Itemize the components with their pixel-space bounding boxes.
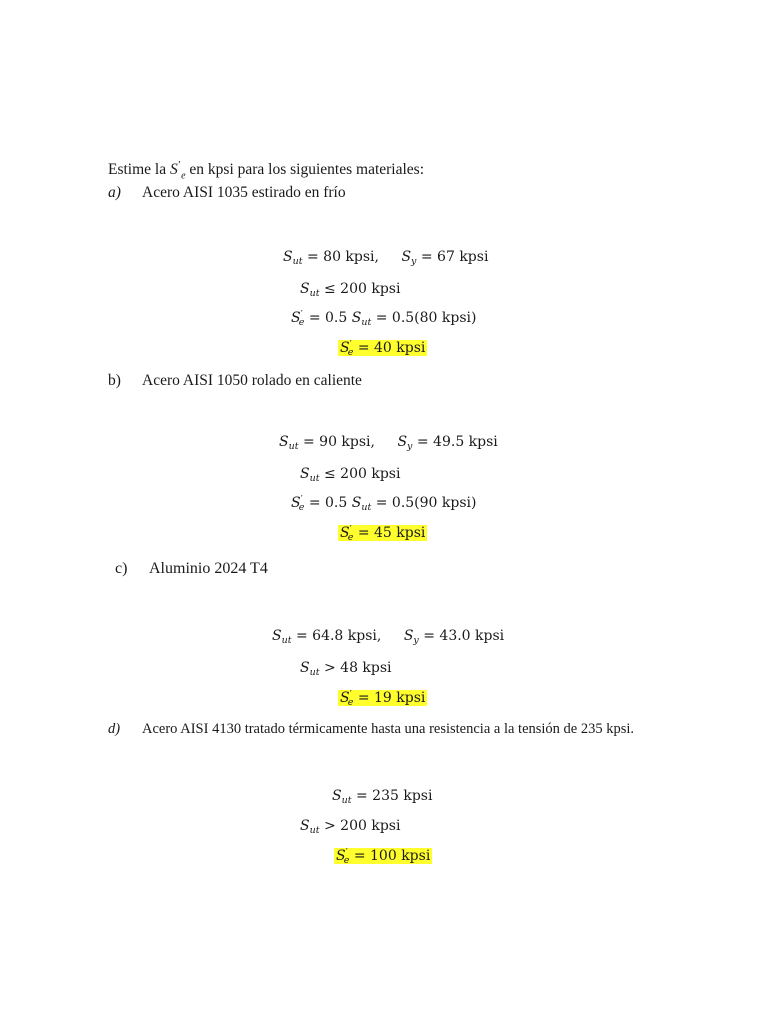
part-d-title: Acero AISI 4130 tratado térmicamente hasta una resistencia a la tensión de 235 kpsi. bbox=[142, 721, 635, 737]
intro-prefix: Estime la bbox=[108, 161, 167, 179]
sub-ut: ut bbox=[361, 317, 372, 328]
part-d-label: d) bbox=[108, 721, 121, 737]
part-b-given bbox=[279, 432, 498, 452]
part-a-heading bbox=[108, 184, 346, 202]
sym-s: S bbox=[300, 281, 310, 297]
sub-ut: ut bbox=[309, 825, 320, 836]
sym-s: S bbox=[332, 788, 342, 804]
sym-s: S bbox=[351, 310, 362, 326]
part-c-sy: = 43.0 kpsi bbox=[423, 628, 505, 644]
part-d-result-value: = 100 kpsi bbox=[353, 848, 431, 864]
sub-e: e bbox=[298, 502, 305, 513]
sup-prime: ′ bbox=[349, 339, 352, 350]
sub-y: y bbox=[407, 441, 413, 452]
part-b-formula-rhs: = 0.5(90 kpsi) bbox=[375, 495, 477, 511]
sym-s: S bbox=[397, 434, 408, 450]
sub-ut: ut bbox=[361, 502, 372, 513]
part-b-result-highlight bbox=[338, 525, 427, 541]
part-d-result bbox=[334, 846, 432, 866]
sup-prime: ′ bbox=[300, 494, 303, 505]
sup-prime: ′ bbox=[349, 524, 352, 535]
sym-s: S bbox=[283, 249, 293, 265]
part-b-condition bbox=[300, 464, 400, 484]
part-a-title: Acero AISI 1035 estirado en frío bbox=[142, 184, 346, 201]
sym-s: S bbox=[340, 690, 350, 706]
part-d-condition-text: > 200 kpsi bbox=[323, 818, 401, 834]
sym-s: S bbox=[340, 525, 350, 541]
part-c-sut: = 64.8 kpsi, bbox=[295, 628, 382, 644]
sub-e: e bbox=[298, 317, 305, 328]
sub-y: y bbox=[413, 635, 419, 646]
sup-prime: ′ bbox=[349, 689, 352, 700]
intro-symbol-sup: ’ bbox=[177, 160, 182, 171]
part-c-result-highlight bbox=[338, 690, 427, 706]
part-b-title: Acero AISI 1050 rolado en caliente bbox=[142, 372, 362, 389]
part-a-result-value: = 40 kpsi bbox=[357, 340, 426, 356]
part-c-given bbox=[272, 626, 504, 646]
sym-s: S bbox=[300, 660, 310, 676]
part-b-condition-text: ≤ 200 kpsi bbox=[323, 466, 401, 482]
sub-ut: ut bbox=[341, 795, 352, 806]
part-a-condition-text: ≤ 200 kpsi bbox=[323, 281, 401, 297]
sub-e: e bbox=[347, 532, 354, 543]
part-b-result bbox=[338, 523, 427, 543]
sym-s: S bbox=[340, 340, 350, 356]
part-b-formula bbox=[291, 493, 476, 513]
sub-ut: ut bbox=[281, 635, 292, 646]
sym-s: S bbox=[272, 628, 282, 644]
part-a-formula bbox=[291, 308, 476, 328]
sym-s: S bbox=[291, 310, 301, 326]
part-c-condition-text: > 48 kpsi bbox=[323, 660, 392, 676]
part-d-heading bbox=[108, 721, 634, 738]
part-c-result-value: = 19 kpsi bbox=[357, 690, 426, 706]
sym-s: S bbox=[279, 434, 289, 450]
part-c-label: c) bbox=[115, 560, 128, 577]
part-c-heading bbox=[115, 560, 268, 578]
part-a-result-highlight bbox=[338, 340, 427, 356]
intro-symbol-sub: e bbox=[181, 170, 186, 182]
part-a-sy: = 67 kpsi bbox=[420, 249, 489, 265]
sym-s: S bbox=[351, 495, 362, 511]
part-a-sut: = 80 kpsi, bbox=[306, 249, 379, 265]
sub-ut: ut bbox=[309, 667, 320, 678]
sym-s: S bbox=[291, 495, 301, 511]
sub-ut: ut bbox=[288, 441, 299, 452]
sym-s: S bbox=[401, 249, 412, 265]
sub-ut: ut bbox=[309, 473, 320, 484]
part-d-sut: = 235 kpsi bbox=[355, 788, 433, 804]
part-b-sut: = 90 kpsi, bbox=[302, 434, 375, 450]
intro-suffix: en kpsi para los siguientes materiales: bbox=[189, 161, 425, 179]
part-a-label: a) bbox=[108, 184, 121, 201]
sym-s: S bbox=[336, 848, 346, 864]
part-c-result bbox=[338, 688, 427, 708]
part-b-sy: = 49.5 kpsi bbox=[416, 434, 498, 450]
sub-e: e bbox=[347, 697, 354, 708]
sup-prime: ′ bbox=[345, 847, 348, 858]
part-d-given bbox=[332, 786, 432, 806]
part-b-label: b) bbox=[108, 372, 121, 389]
part-a-condition bbox=[300, 279, 400, 299]
part-a-formula-lhs: = 0.5 bbox=[308, 310, 348, 326]
intro-symbol: S bbox=[170, 161, 178, 179]
part-a-result bbox=[338, 338, 427, 358]
sym-s: S bbox=[300, 466, 310, 482]
sym-s: S bbox=[403, 628, 414, 644]
intro-line bbox=[108, 160, 424, 181]
part-a-given bbox=[283, 247, 488, 267]
part-d-result-highlight bbox=[334, 848, 432, 864]
sup-prime: ′ bbox=[300, 309, 303, 320]
sym-s: S bbox=[300, 818, 310, 834]
part-c-title: Aluminio 2024 T4 bbox=[149, 560, 268, 577]
sub-y: y bbox=[411, 256, 417, 267]
part-b-heading bbox=[108, 372, 362, 390]
sub-ut: ut bbox=[309, 288, 320, 299]
sub-e: e bbox=[347, 347, 354, 358]
sub-e: e bbox=[343, 855, 350, 866]
part-b-result-value: = 45 kpsi bbox=[357, 525, 426, 541]
part-d-condition bbox=[300, 816, 400, 836]
part-c-condition bbox=[300, 658, 392, 678]
sub-ut: ut bbox=[292, 256, 303, 267]
part-a-formula-rhs: = 0.5(80 kpsi) bbox=[375, 310, 477, 326]
part-b-formula-lhs: = 0.5 bbox=[308, 495, 348, 511]
